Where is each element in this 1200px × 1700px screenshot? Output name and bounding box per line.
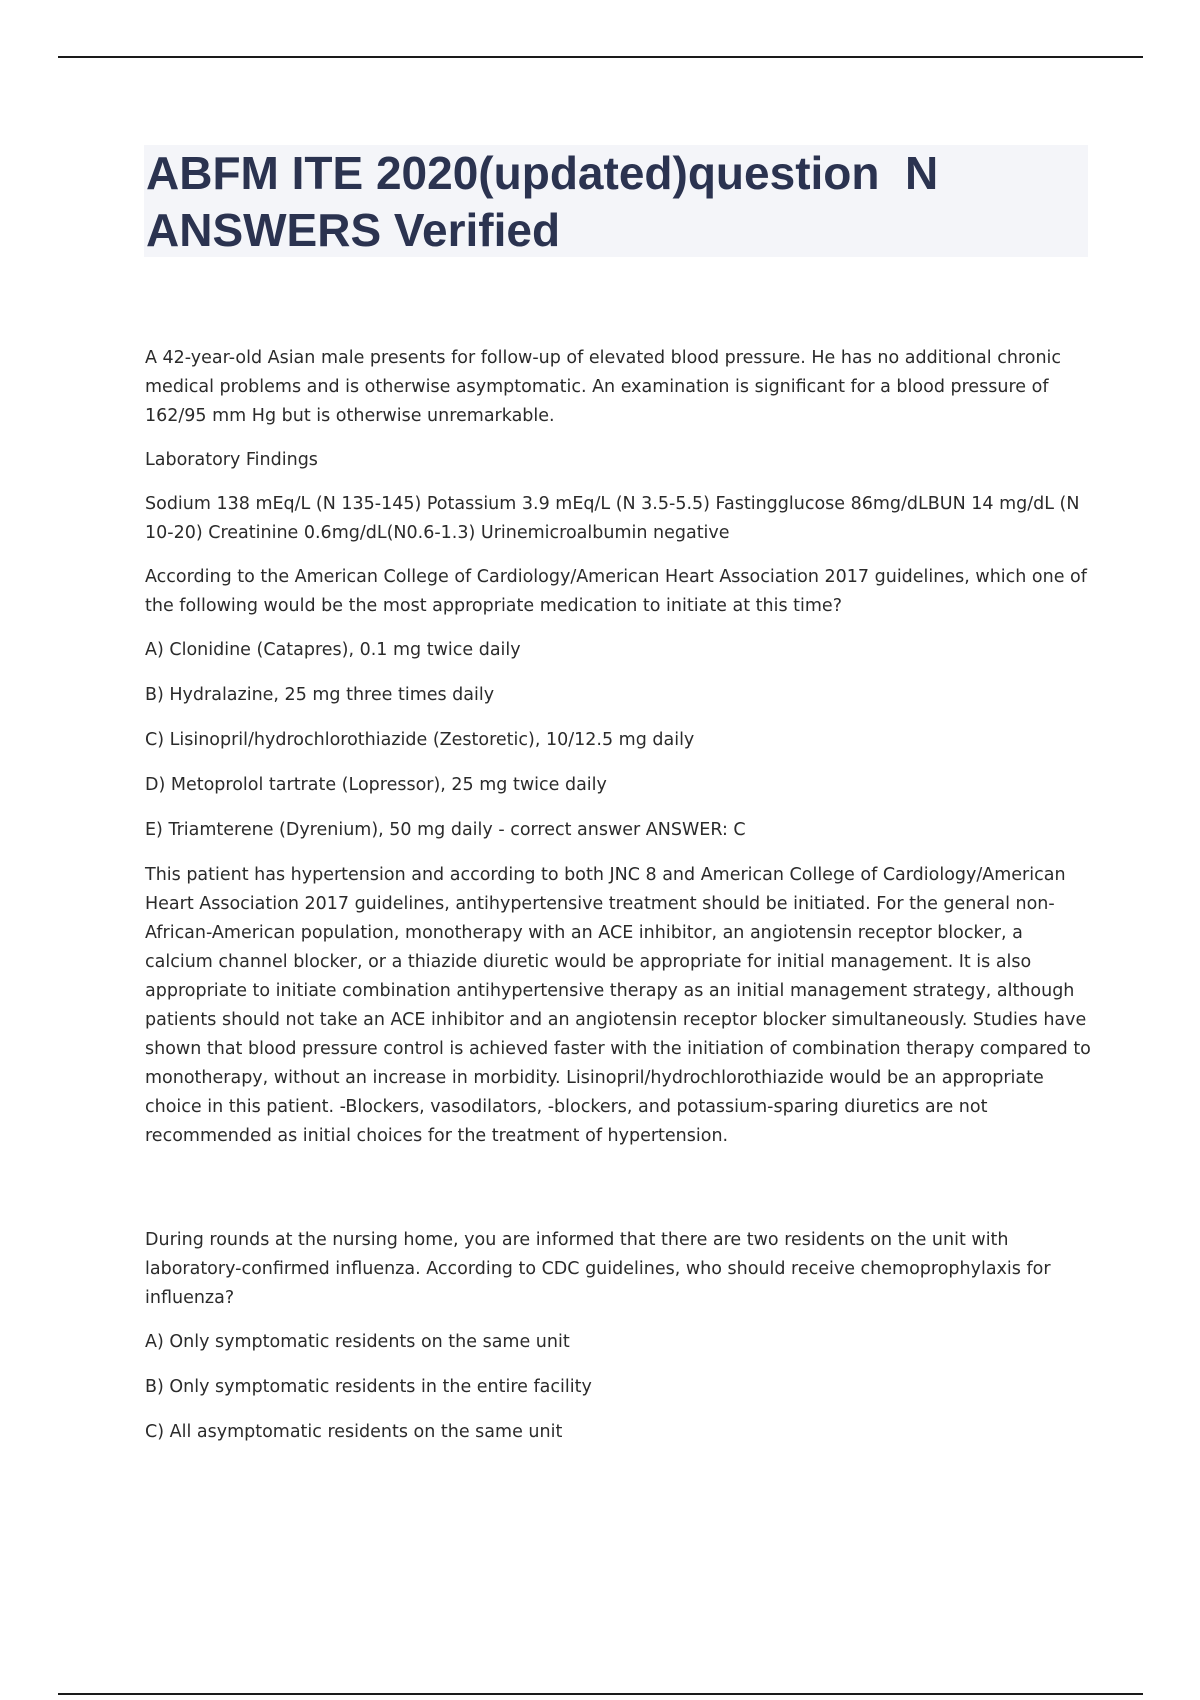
question-2-option-b: B) Only symptomatic residents in the entire facility <box>145 1377 592 1397</box>
top-rule <box>58 56 1143 58</box>
question-1-option-a: A) Clonidine (Catapres), 0.1 mg twice daily <box>145 640 521 660</box>
question-1-prompt: According to the American College of Cardiology/American Heart Association 2017 guidelines, which one of the following would be the most appropriate medication to initiate at this time? <box>145 567 1087 616</box>
lab-values: Sodium 138 mEq/L (N 135-145) Potassium 3.9 mEq/L (N 3.5-5.5) Fastingglucose 86mg/dLBUN 14 mg/dL (N 10-20) Creatinine 0.6mg/dL(N0.6-1.3) Urinemicroalbumin negative <box>145 494 1080 543</box>
title-highlight <box>144 145 1088 257</box>
document-body <box>145 344 1093 1463</box>
question-1-explanation: This patient has hypertension and according to both JNC 8 and American College of Cardiology/American Heart Association 2017 guidelines, antihypertensive treatment should be initiated. For the general non-African-American population, monotherapy with an ACE inhibitor, an angiotensin receptor blocker, a calcium channel blocker, or a thiazide diuretic would be appropriate for initial management. It is also appropriate to initiate combination antihypertensive therapy as an initial management strategy, although patients should not take an ACE inhibitor and an angiotensin receptor blocker simultaneously. Studies have shown that blood pressure control is achieved faster with the initiation of combination therapy compared to monotherapy, without an increase in morbidity. Lisinopril/hydrochlorothiazide would be an appropriate choice in this patient. -Blockers, vasodilators, -blockers, and potassium-sparing diuretics are not recommended as initial choices for the treatment of hypertension. <box>145 865 1091 1146</box>
question-1-option-e: E) Triamterene (Dyrenium), 50 mg daily - correct answer ANSWER: C <box>145 820 746 840</box>
question-1-option-d: D) Metoprolol tartrate (Lopressor), 25 mg twice daily <box>145 775 607 795</box>
question-2-option-c: C) All asymptomatic residents on the same unit <box>145 1422 563 1442</box>
question-1-option-c: C) Lisinopril/hydrochlorothiazide (Zestoretic), 10/12.5 mg daily <box>145 730 695 750</box>
title-line-1: ABFM ITE 2020(updated)question N <box>146 147 939 199</box>
question-2-option-a: A) Only symptomatic residents on the same unit <box>145 1332 570 1352</box>
bottom-rule <box>58 1693 1143 1695</box>
question-1-stem: A 42-year-old Asian male presents for follow-up of elevated blood pressure. He has no additional chronic medical problems and is otherwise asymptomatic. An examination is significant for a blood pressure of 162/95 mm Hg but is otherwise unremarkable. <box>145 348 1062 426</box>
question-2-stem: During rounds at the nursing home, you are informed that there are two residents on the unit with laboratory-confirmed influenza. According to CDC guidelines, who should receive chemoprophylaxis for influenza? <box>145 1230 1051 1308</box>
document-title <box>144 145 1088 259</box>
lab-heading: Laboratory Findings <box>145 450 318 470</box>
title-line-2: ANSWERS Verified <box>146 204 561 256</box>
question-1-option-b: B) Hydralazine, 25 mg three times daily <box>145 685 495 705</box>
section-spacer <box>145 1166 1093 1226</box>
